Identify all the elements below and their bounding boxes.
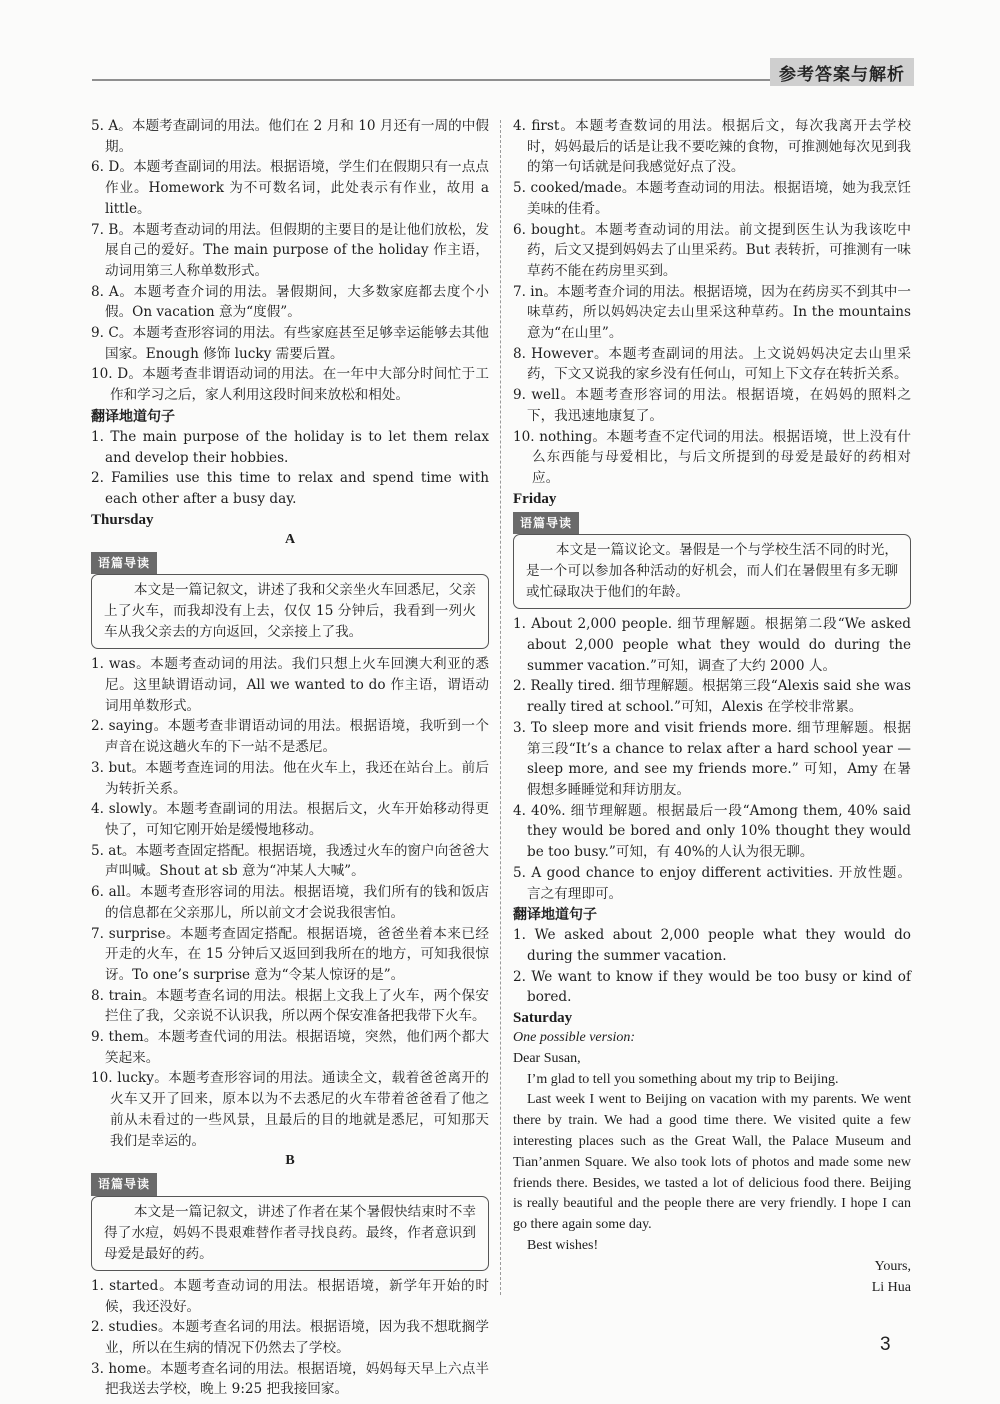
header-tag: 参考答案与解析 bbox=[770, 58, 914, 86]
answer-item: 5. at。本题考查固定搭配。根据语境，我透过火车的窗户向爸爸大声叫喊。Shout at sb 意为“冲某人大喊”。 bbox=[91, 842, 489, 880]
answer-item: 7. surprise。本题考查固定搭配。根据语境，爸爸坐着本来已经开走的火车，在 15 分钟后又返回到我所在的地方，可知我很惊讶。To one’s surprise 意为“令某人惊讶的是”。 bbox=[91, 925, 489, 983]
guide-box-b: 本文是一篇记叙文，讲述了作者在某个暑假快结束时不幸得了水痘，妈妈不畏艰难替作者寻找良药。最终，作者意识到母爱是最好的药。 bbox=[91, 1196, 489, 1271]
guide-box-a: 本文是一篇记叙文，讲述了我和父亲坐火车回悉尼，父亲上了火车，而我却没有上去，仅仅 15 分钟后，我看到一列火车从我父亲去的方向返回，父亲接上了我。 bbox=[91, 574, 489, 649]
answer-item: 1. started。本题考查动词的用法。根据语境，新学年开始的时候，我还没好。 bbox=[91, 1277, 489, 1315]
guide-box-friday: 本文是一篇议论文。暑假是一个与学校生活不同的时光，是一个可以参加各种活动的好机会，而人们在暑假里有多无聊或忙碌取决于他们的年龄。 bbox=[513, 534, 911, 609]
answer-item: 6. bought。本题考查动词的用法。前文提到医生认为我该吃中药，后文又提到妈妈去了山里采药。But 表转折，可推测有一味草药不能在药房里买到。 bbox=[513, 221, 911, 279]
answer-item: 4. 40%. 细节理解题。根据最后一段“Among them, 40% said they would be bored and only 10% thought they would be too busy.”可知，有 40%的人认为很无聊。 bbox=[513, 802, 911, 861]
guide-label: 语篇导读 bbox=[91, 1173, 157, 1196]
left-column bbox=[91, 116, 489, 1400]
day-heading-friday: Friday bbox=[513, 490, 557, 507]
answer-item: 3. home。本题考查名词的用法。根据语境，妈妈每天早上六点半把我送去学校，晚上 9:25 把我接回家。 bbox=[91, 1360, 489, 1398]
letter-closing: Best wishes! bbox=[527, 1237, 599, 1253]
answer-item: 1. was。本题考查动词的用法。我们只想上火车回澳大利亚的悉尼。这里缺谓语动词，All we wanted to do 作主语，谓语动词用单数形式。 bbox=[91, 656, 489, 714]
answer-item: 2. saying。本题考查非谓语动词的用法。根据语境，我听到一个声音在说这趟火车的下一站不是悉尼。 bbox=[91, 718, 489, 756]
answer-item: 7. B。本题考查动词的用法。但假期的主要目的是让他们放松，发展自己的爱好。The main purpose of the holiday 作主语，动词用第三人称单数形式。 bbox=[91, 221, 489, 279]
answer-item: 5. cooked/made。本题考查动词的用法。根据语境，她为我烹饪美味的佳肴。 bbox=[513, 180, 911, 217]
answer-item: 9. C。本题考查形容词的用法。有些家庭甚至足够幸运能够去其他国家。Enough 修饰 lucky 需要后置。 bbox=[91, 325, 489, 362]
answer-item: 5. A。本题考查副词的用法。他们在 2 月和 10 月还有一周的中假期。 bbox=[91, 118, 489, 155]
answer-item: 8. train。本题考查名词的用法。根据上文我上了火车，两个保安拦住了我，父亲说不认识我，所以两个保安准备把我带下火车。 bbox=[91, 987, 489, 1025]
letter-paragraph: Last week I went to Beijing on vacation with my parents. We went there by train. We had a good time there. We visited quite a few interesting places such as the Great Wall, the Palace Museum and Tian’anmen Square. We also took lots of photos and made some new friends there. Besides, we tasted a lot of delicious food there. Beijing is really beautiful and the people there are very friendly. I hope I can go there again some day. bbox=[513, 1092, 911, 1233]
translate-item: 1. We asked about 2,000 people what they would do during the summer vacation. bbox=[513, 927, 911, 964]
letter-sign-yours: Yours, bbox=[874, 1258, 911, 1274]
day-heading-saturday: Saturday bbox=[513, 1010, 573, 1027]
answer-item: 7. in。本题考查介词的用法。根据语境，因为在药房买不到其中一味草药，所以妈妈决定去山里采这种草药。In the mountains 意为“在山里”。 bbox=[513, 283, 911, 342]
answer-item: 6. D。本题考查副词的用法。根据语境，学生们在假期只有一点点作业。Homework 为不可数名词，此处表示有作业，故用 a little。 bbox=[91, 159, 489, 217]
part-heading-a: A bbox=[284, 531, 296, 547]
sample-letter bbox=[513, 1028, 911, 1298]
answer-item: 3. but。本题考查连词的用法。他在火车上，我还在站台上。前后为转折关系。 bbox=[91, 759, 489, 797]
answer-item: 10. lucky。本题考查形容词的用法。通读全文，载着爸爸离开的火车又开了回来，原本以为不去悉尼的火车带着爸爸看了他之前从未看过的一些风景，且最后的目的地就是悉尼，可知那天我们是幸运的。 bbox=[91, 1070, 489, 1149]
answer-item: 5. A good chance to enjoy different activities. 开放性题。言之有理即可。 bbox=[513, 864, 911, 902]
right-column bbox=[513, 116, 911, 1298]
answer-item: 9. well。本题考查形容词的用法。根据语境，在妈妈的照料之下，我迅速地康复了。 bbox=[513, 387, 911, 424]
letter-sign-name: Li Hua bbox=[871, 1279, 911, 1295]
answer-item: 8. However。本题考查副词的用法。上文说妈妈决定去山里采药，下文又说我的家乡没有任何山，可知上下文存在转折关系。 bbox=[513, 345, 911, 383]
answer-item: 8. A。本题考查介词的用法。暑假期间，大多数家庭都去度个小假。On vacation 意为“度假”。 bbox=[91, 283, 489, 321]
section-title-translate: 翻译地道句子 bbox=[513, 907, 597, 924]
answer-item: 6. all。本题考查形容词的用法。根据语境，我们所有的钱和饭店的信息都在父亲那儿，所以前文才会说我很害怕。 bbox=[91, 884, 489, 921]
answer-item: 1. About 2,000 people. 细节理解题。根据第二段“We asked about 2,000 people what they would do during the summer vacation.”可知，调查了大约 2000 人。 bbox=[513, 616, 911, 674]
translate-item: 1. The main purpose of the holiday is to let them relax and develop their hobbies. bbox=[91, 428, 489, 466]
day-heading-thursday: Thursday bbox=[91, 511, 154, 528]
page-number: 3 bbox=[880, 1334, 891, 1355]
guide-label: 语篇导读 bbox=[513, 512, 579, 535]
answer-item: 10. nothing。本题考查不定代词的用法。根据语境，世上没有什么东西能与母爱相比，与后文所提到的母爱是最好的药相对应。 bbox=[513, 428, 911, 486]
answer-item: 2. studies。本题考查名词的用法。根据语境，因为我不想耽搁学业，所以在生病的情况下仍然去了学校。 bbox=[91, 1319, 489, 1357]
answer-item: 9. them。本题考查代词的用法。根据语境，突然，他们两个都大笑起来。 bbox=[91, 1029, 489, 1066]
answer-item: 3. To sleep more and visit friends more. 细节理解题。根据第三段“It’s a chance to relax after a hard school year — sleep more, and see my friends more.” 可知，Amy 在暑假想多睡睡觉和拜访朋友。 bbox=[513, 719, 911, 798]
answer-item: 4. first。本题考查数词的用法。根据后文，每次我离开去学校时，妈妈最后的话是让我不要吃辣的食物，可推测她每次见到我的第一句话就是问我感觉好点了没。 bbox=[513, 118, 911, 176]
column-divider bbox=[500, 120, 501, 1295]
letter-paragraph: I’m glad to tell you something about my trip to Beijing. bbox=[527, 1071, 839, 1087]
guide-label: 语篇导读 bbox=[91, 552, 157, 575]
letter-greeting: Dear Susan, bbox=[513, 1050, 581, 1066]
translate-item: 2. Families use this time to relax and spend time with each other after a busy day. bbox=[91, 470, 489, 507]
section-title-translate: 翻译地道句子 bbox=[91, 408, 175, 425]
answer-item: 4. slowly。本题考查副词的用法。根据后文，火车开始移动得更快了，可知它刚开始是缓慢地移动。 bbox=[91, 801, 489, 838]
answer-item: 10. D。本题考查非谓语动词的用法。在一年中大部分时间忙于工作和学习之后，家人利用这段时间来放松和相处。 bbox=[91, 366, 489, 404]
letter-version-label: One possible version: bbox=[513, 1030, 636, 1046]
part-heading-b: B bbox=[285, 1153, 295, 1169]
translate-item: 2. We want to know if they would be too busy or kind of bored. bbox=[513, 968, 911, 1006]
answer-item: 2. Really tired. 细节理解题。根据第三段“Alexis said she was really tired at school.”可知，Alexis 在学校非常累。 bbox=[513, 678, 911, 716]
